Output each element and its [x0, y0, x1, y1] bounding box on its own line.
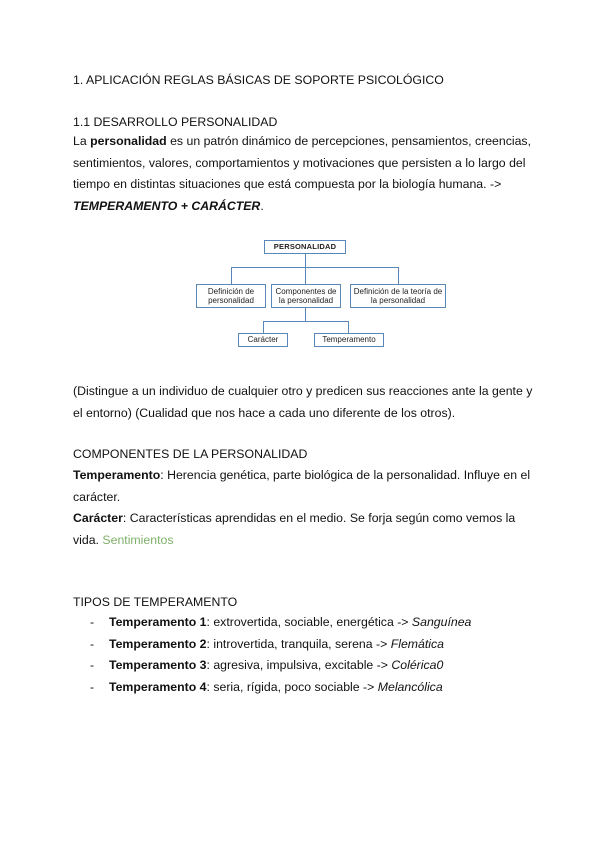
connector-line: [305, 254, 306, 267]
intro-formula: TEMPERAMENTO + CARÁCTER: [73, 198, 261, 213]
connector-line: [263, 321, 264, 333]
item-term: Temperamento 4: [109, 679, 207, 694]
sub-heading: 1.1 DESARROLLO PERSONALIDAD: [73, 115, 278, 129]
connector-line: [231, 267, 398, 268]
temperament-types-list: [90, 612, 471, 698]
caracter-definition: [73, 508, 533, 551]
list-dash: -: [90, 636, 95, 651]
connector-line: [231, 267, 232, 284]
intro-paragraph: [73, 131, 533, 217]
personality-diagram: [190, 236, 450, 354]
temperamento-definition: [73, 465, 533, 508]
caracter-term: Carácter: [73, 511, 123, 525]
connector-line: [305, 308, 306, 321]
types-heading: TIPOS DE TEMPERAMENTO: [73, 595, 238, 609]
diagram-node-componentes: Componentes de la personalidad: [271, 284, 341, 308]
connector-line: [348, 321, 349, 333]
list-dash: -: [90, 679, 95, 694]
item-type: Flemática: [390, 636, 445, 651]
note-paragraph: (Distingue a un individuo de cualquier otro y predicen sus reacciones ante la gente y el entorno) (Cualidad que nos hace a cada uno diferente de los otros).: [73, 384, 533, 420]
diagram-node-caracter: Carácter: [238, 333, 288, 347]
main-heading: 1. APLICACIÓN REGLAS BÁSICAS DE SOPORTE PSICOLÓGICO: [73, 73, 444, 87]
item-type: Colérica0: [391, 658, 444, 672]
caracter-accent: Sentimientos: [102, 532, 174, 547]
item-desc: : introvertida, tranquila, serena ->: [206, 636, 391, 651]
intro-end: .: [260, 198, 264, 213]
list-item: [90, 612, 471, 634]
connector-line: [305, 267, 306, 284]
item-term: Temperamento 2: [109, 636, 207, 651]
list-dash: -: [90, 658, 95, 672]
diagram-node-definicion: Definición de personalidad: [196, 284, 266, 308]
diagram-root-node: PERSONALIDAD: [264, 240, 346, 254]
item-desc: : extrovertida, sociable, energética ->: [206, 615, 412, 629]
item-term: Temperamento 1: [109, 615, 207, 629]
list-item: [90, 677, 471, 699]
intro-pre: La: [73, 134, 91, 148]
item-desc: : seria, rígida, poco sociable ->: [206, 679, 378, 694]
diagram-node-temperamento: Temperamento: [314, 333, 384, 347]
intro-text: es un patrón dinámico de percepciones, pensamientos, creencias, sentimientos, valores, comportamientos y motivaciones que persisten a lo largo del tiempo en distintas situaciones que está compuesta por la biología humana. ->: [73, 134, 531, 191]
diagram-node-teoria: Definición de la teoría de la personalidad: [350, 284, 446, 308]
connector-line: [398, 267, 399, 284]
list-dash: -: [90, 615, 95, 629]
item-term: Temperamento 3: [109, 658, 207, 672]
connector-line: [263, 321, 348, 322]
item-desc: : agresiva, impulsiva, excitable ->: [206, 658, 392, 672]
list-item: [90, 634, 471, 656]
intro-term: personalidad: [90, 134, 167, 148]
caracter-text: : Características aprendidas en el medio. Se forja según como vemos la vida.: [73, 511, 516, 547]
item-type: Sanguínea: [411, 615, 472, 629]
temperamento-text: : Herencia genética, parte biológica de la personalidad. Influye en el carácter.: [73, 468, 531, 504]
list-item: [90, 655, 471, 677]
item-type: Melancólica: [377, 679, 443, 694]
components-heading: COMPONENTES DE LA PERSONALIDAD: [73, 447, 308, 461]
temperamento-term: Temperamento: [73, 468, 161, 482]
